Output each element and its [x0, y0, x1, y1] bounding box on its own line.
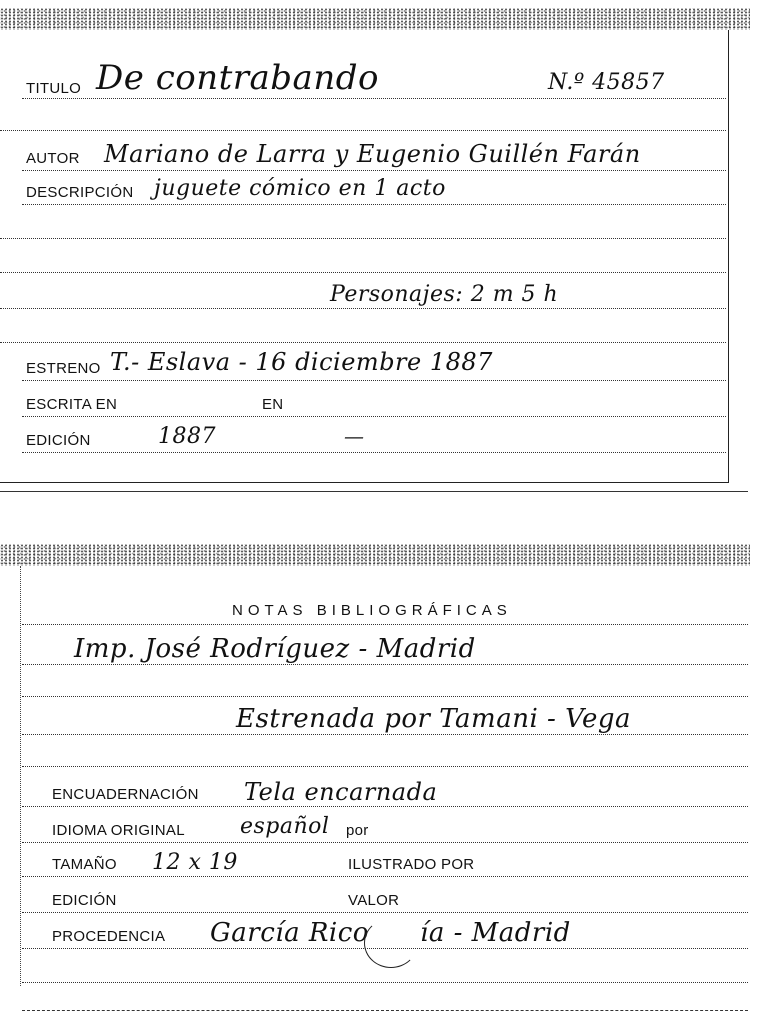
estreno-value: T.- Eslava - 16 diciembre 1887	[110, 348, 493, 376]
line	[22, 664, 748, 665]
line	[0, 308, 726, 309]
personajes-value: Personajes: 2 m 5 h	[330, 282, 559, 307]
line	[22, 416, 726, 417]
valor-label: VALOR	[348, 892, 400, 909]
line	[22, 806, 748, 807]
procedencia-value-2: ía - Madrid	[420, 918, 571, 948]
procedencia-value-1: García Rico	[210, 918, 369, 948]
line	[22, 912, 748, 913]
autor-value: Mariano de Larra y Eugenio Guillén Farán	[104, 140, 641, 168]
line	[22, 98, 726, 99]
encuadernacion-label: ENCUADERNACIÓN	[52, 786, 199, 803]
escrita-en-label: ESCRITA EN	[26, 396, 118, 413]
titulo-label: TITULO	[26, 80, 82, 97]
line	[22, 696, 748, 697]
line	[22, 624, 748, 625]
line	[22, 734, 748, 735]
card-top-bottom-line	[0, 491, 748, 492]
procedencia-label: PROCEDENCIA	[52, 928, 166, 945]
line	[22, 982, 748, 983]
scan-noise-top	[0, 8, 750, 30]
edicion-label: EDICIÓN	[26, 432, 91, 449]
idioma-suffix: por	[346, 822, 369, 839]
ilustrado-label: ILUSTRADO POR	[348, 856, 475, 873]
estreno-label: ESTRENO	[26, 360, 101, 377]
autor-label: AUTOR	[26, 150, 80, 167]
escrita-en-label-2: EN	[262, 396, 284, 413]
line	[0, 272, 726, 273]
edicion-value: 1887	[158, 424, 216, 449]
notas-header: NOTAS BIBLIOGRÁFICAS	[232, 602, 512, 619]
idioma-value: español	[240, 814, 330, 839]
line	[0, 130, 726, 131]
card-bottom-left-edge	[20, 566, 21, 986]
encuadernacion-value: Tela encarnada	[244, 778, 438, 806]
line	[22, 170, 726, 171]
card-number: N.º 45857	[548, 70, 665, 95]
descripcion-value: juguete cómico en 1 acto	[154, 176, 446, 201]
tamano-label: TAMAÑO	[52, 856, 117, 873]
line	[22, 948, 748, 949]
idioma-label: IDIOMA ORIGINAL	[52, 822, 185, 839]
descripcion-label: DESCRIPCIÓN	[26, 184, 134, 201]
note-line-1: Imp. José Rodríguez - Madrid	[74, 634, 476, 664]
line	[0, 238, 726, 239]
scan-noise-bottom	[0, 544, 750, 566]
line	[22, 876, 748, 877]
edicion-bottom-label: EDICIÓN	[52, 892, 117, 909]
line	[22, 380, 726, 381]
tamano-value: 12 x 19	[152, 850, 238, 875]
line	[22, 766, 748, 767]
ink-stamp	[364, 918, 418, 968]
line	[22, 842, 748, 843]
edicion-dash: —	[344, 424, 365, 448]
line	[22, 204, 726, 205]
note-line-2: Estrenada por Tamani - Vega	[236, 704, 632, 734]
titulo-value: De contrabando	[96, 58, 379, 98]
line	[22, 452, 726, 453]
card-bottom-bottom-line	[22, 1010, 748, 1011]
line	[0, 342, 726, 343]
